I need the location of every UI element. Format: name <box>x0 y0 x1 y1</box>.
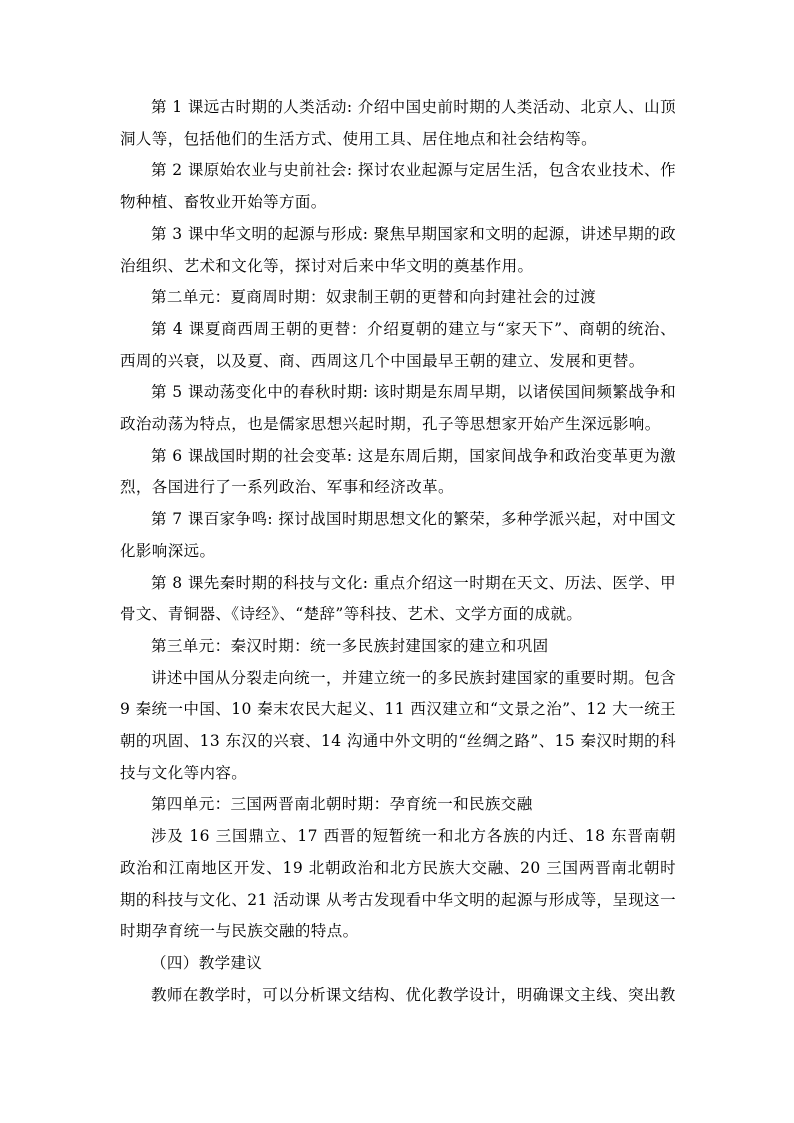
paragraph-lesson-6: 第 6 课战国时期的社会变革: 这是东周后期，国家间战争和政治变革更为激烈，各国进行了一系列政治、军事和经济改革。 <box>120 446 676 497</box>
heading-unit-2: 第二单元：夏商周时期：奴隶制王朝的更替和向封建社会的过渡 <box>151 288 597 307</box>
paragraph-unit-3-summary: 讲述中国从分裂走向统一，并建立统一的多民族封建国家的重要时期。包含 9 秦统一中国、10 秦末农民大起义、11 西汉建立和“文景之治”、12 大一统王朝的巩固、13 东汉的兴衰、14 沟通中外文明的“丝绸之路”、15 秦汉时期的科技与文化等内容。 <box>120 668 676 782</box>
paragraph-unit-4-summary: 涉及 16 三国鼎立、17 西晋的短暂统一和北方各族的内迁、18 东晋南朝政治和江南地区开发、19 北朝政治和北方民族大交融、20 三国两晋南北朝时期的科技与文化、21 活动课 从考古发现看中华文明的起源与形成等，呈现这一时期孕育统一与民族交融的特点。 <box>120 827 676 941</box>
paragraph-lesson-8: 第 8 课先秦时期的科技与文化: 重点介绍这一时期在天文、历法、医学、甲骨文、青铜器、《诗经》、“楚辞”等科技、艺术、文学方面的成就。 <box>120 573 676 624</box>
heading-teaching-suggestions: （四）教学建议 <box>151 953 263 972</box>
paragraph-lesson-4: 第 4 课夏商西周王朝的更替：介绍夏朝的建立与“家天下”、商朝的统治、西周的兴衰，以及夏、商、西周这几个中国最早王朝的建立、发展和更替。 <box>120 319 676 370</box>
paragraph-lesson-1: 第 1 课远古时期的人类活动: 介绍中国史前时期的人类活动、北京人、山顶洞人等，包括他们的生活方式、使用工具、居住地点和社会结构等。 <box>120 98 676 148</box>
paragraph-lesson-2: 第 2 课原始农业与史前社会: 探讨农业起源与定居生活，包含农业技术、作物种植、畜牧业开始等方面。 <box>120 161 676 212</box>
document-body <box>120 92 676 1011</box>
paragraph-lesson-5: 第 5 课动荡变化中的春秋时期: 该时期是东周早期，以诸侯国间频繁战争和政治动荡为特点，也是儒家思想兴起时期，孔子等思想家开始产生深远影响。 <box>120 383 676 434</box>
paragraph-lesson-7: 第 7 课百家争鸣: 探讨战国时期思想文化的繁荣，多种学派兴起，对中国文化影响深远。 <box>120 510 676 560</box>
heading-unit-4: 第四单元：三国两晋南北朝时期：孕育统一和民族交融 <box>151 795 533 814</box>
paragraph-lesson-3: 第 3 课中华文明的起源与形成: 聚焦早期国家和文明的起源，讲述早期的政治组织、艺术和文化等，探讨对后来中华文明的奠基作用。 <box>120 224 676 275</box>
paragraph-teaching-suggestions: 教师在教学时，可以分析课文结构、优化教学设计，明确课文主线、突出教 <box>151 985 676 1004</box>
heading-unit-3: 第三单元：秦汉时期：统一多民族封建国家的建立和巩固 <box>151 636 549 655</box>
